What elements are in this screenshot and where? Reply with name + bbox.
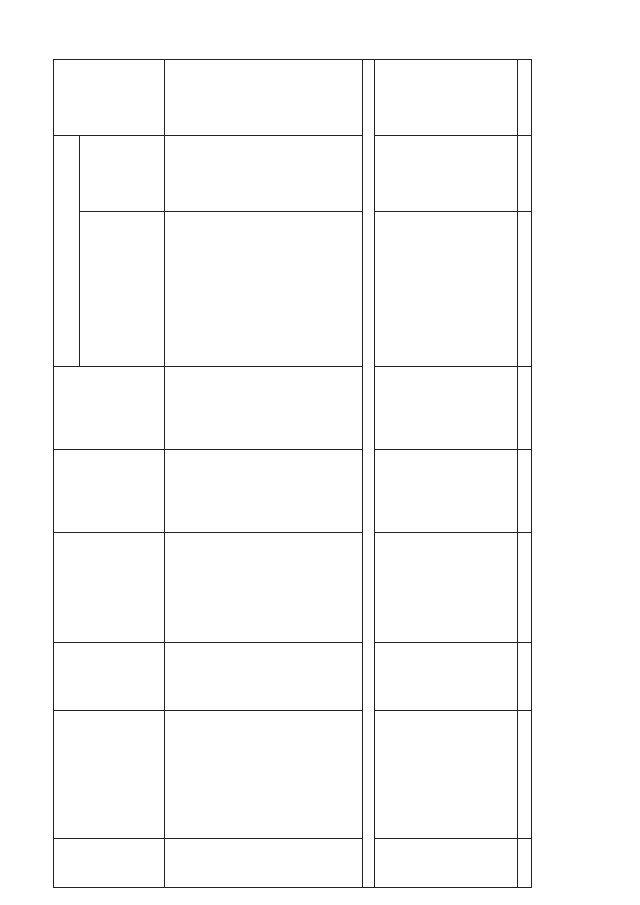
header-no <box>54 839 165 888</box>
section-row <box>363 59 375 887</box>
cell-deadline-entry <box>165 450 363 533</box>
cell-empty <box>518 533 532 643</box>
cell-empty <box>518 135 532 211</box>
cell-deadline-entry <box>375 450 518 533</box>
cell-name <box>518 711 532 839</box>
header-deadline-processing <box>80 212 165 367</box>
table-row <box>375 59 518 887</box>
cell-name <box>165 711 363 839</box>
header-responsible <box>54 643 165 711</box>
documents-table <box>53 59 532 888</box>
cell-result <box>165 135 363 211</box>
cell-result <box>375 135 518 211</box>
cell-no <box>518 839 532 888</box>
header-row-1 <box>54 59 80 887</box>
cell-purpose <box>165 59 363 135</box>
header-form <box>54 533 165 643</box>
cell-form <box>375 533 518 643</box>
cell-empty <box>518 450 532 533</box>
cell-name <box>375 711 518 839</box>
cell-form <box>165 533 363 643</box>
header-official <box>54 367 165 450</box>
cell-empty <box>518 212 532 367</box>
cell-responsible <box>375 643 518 711</box>
header-purpose <box>54 59 165 135</box>
rotated-table-container <box>53 60 503 888</box>
cell-deadline-processing <box>165 212 363 367</box>
header-authorized-org <box>54 135 80 366</box>
cell-official <box>375 367 518 450</box>
cell-empty <box>518 367 532 450</box>
cell-responsible <box>165 643 363 711</box>
cell-no <box>375 839 518 888</box>
cell-purpose <box>375 59 518 135</box>
cell-no <box>165 839 363 888</box>
table-row <box>165 59 363 887</box>
cell-official <box>165 367 363 450</box>
cell-deadline-processing <box>375 212 518 367</box>
header-name <box>54 711 165 839</box>
header-result <box>80 135 165 211</box>
section-title <box>363 59 375 887</box>
cell-empty <box>518 643 532 711</box>
cell-empty <box>518 59 532 135</box>
header-deadline-entry <box>54 450 165 533</box>
table-row <box>518 59 532 887</box>
